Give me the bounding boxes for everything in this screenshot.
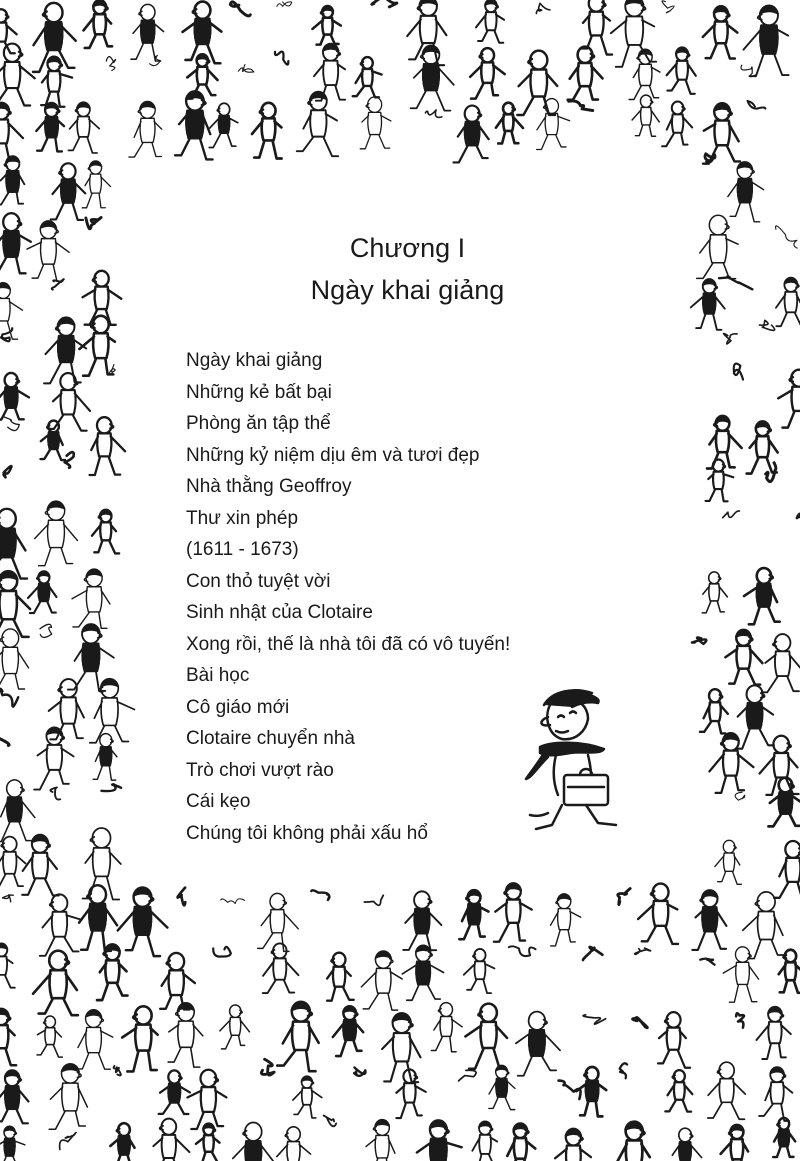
sketch-scribble (618, 889, 630, 905)
sketch-figure (776, 278, 800, 327)
sketch-figure (431, 1003, 462, 1052)
sketch-scribble (741, 65, 757, 76)
sketch-figure (464, 949, 495, 993)
sketch-figure (494, 883, 532, 941)
sketch-figure (672, 1128, 701, 1161)
sketch-scribble (1, 689, 19, 707)
sketch-scribble (108, 365, 115, 375)
toc-item: Phòng ăn tập thể (186, 413, 331, 434)
sketch-scribble (86, 217, 101, 228)
sketch-scribble (261, 1059, 274, 1075)
sketch-figure (551, 894, 581, 946)
sketch-scribble (734, 364, 743, 380)
toc-item: (1611 - 1673) (186, 539, 299, 560)
sketch-figure (28, 571, 56, 613)
sketch-scribble (213, 947, 231, 957)
sketch-figure (51, 163, 86, 220)
sketch-figure (360, 97, 391, 149)
sketch-scribble (277, 2, 292, 7)
sketch-figure (747, 421, 778, 473)
sketch-scribble (724, 334, 737, 344)
sketch-figure (293, 1076, 322, 1118)
sketch-scribble (372, 0, 397, 7)
sketch-figure (638, 884, 678, 944)
sketch-figure (41, 421, 66, 460)
toc-item: Bài học (186, 665, 250, 686)
sketch-figure (667, 48, 696, 94)
sketch-scribble (238, 65, 254, 73)
sketch-figure (366, 1120, 395, 1161)
chapter-title: Chương I (349, 233, 466, 263)
sketch-figure (34, 727, 73, 789)
sketch-figure (756, 1007, 790, 1059)
sketch-figure (0, 9, 17, 55)
sketch-figure (662, 102, 692, 147)
sketch-scribble (692, 637, 706, 643)
sketch-figure (68, 102, 99, 153)
sketch-figure (632, 95, 659, 136)
sketch-figure (707, 416, 742, 469)
sketch-figure (537, 99, 570, 150)
sketch-figure (743, 5, 788, 76)
sketch-figure (122, 1006, 157, 1071)
sketch-figure (476, 0, 504, 43)
toc-item: Sinh nhật của Clotaire (186, 602, 373, 623)
sketch-figure (697, 215, 738, 278)
sketch-figure (77, 1010, 113, 1069)
sketch-figure (82, 828, 120, 900)
sketch-scribble (705, 154, 715, 162)
sketch-figure (152, 1119, 190, 1161)
sketch-figure (110, 1123, 135, 1161)
toc-item: Cái kẹo (186, 791, 251, 812)
sketch-figure (83, 0, 112, 48)
sketch-figure (277, 1002, 318, 1071)
sketch-figure (759, 1067, 792, 1121)
sketch-figure (22, 835, 59, 896)
sketch-figure (417, 1120, 462, 1161)
toc-item: Cô giáo mới (186, 696, 290, 718)
sketch-scribble (311, 890, 329, 900)
sketch-scribble (723, 511, 740, 518)
sketch-figure (220, 1005, 250, 1049)
sketch-figure (97, 944, 127, 1000)
contents-panel (150, 183, 665, 855)
sketch-figure (187, 1070, 226, 1129)
sketch-figure (744, 568, 780, 624)
sketch-figure (454, 106, 489, 163)
sketch-scribble (60, 1133, 76, 1150)
sketch-scribble (748, 101, 766, 109)
sketch-scribble (620, 1063, 627, 1078)
sketch-figure (0, 103, 23, 161)
sketch-scribble (221, 899, 245, 904)
sketch-figure (489, 1065, 515, 1109)
sketch-figure (517, 51, 557, 115)
sketch-figure (703, 6, 738, 58)
sketch-figure (196, 1124, 221, 1161)
sketch-figure (0, 509, 27, 579)
sketch-figure (736, 685, 773, 748)
sketch-scribble (776, 226, 798, 248)
chapter-subtitle: Ngày khai giảng (310, 275, 505, 305)
sketch-scribble (0, 736, 9, 746)
sketch-figure (778, 370, 800, 428)
sketch-scribble (425, 110, 441, 117)
sketch-figure (327, 953, 354, 1001)
sketch-figure (0, 837, 26, 889)
sketch-figure (779, 950, 800, 993)
sketch-figure (131, 4, 164, 61)
sketch-figure (231, 1122, 274, 1161)
sketch-figure (92, 510, 119, 554)
sketch-scribble (50, 787, 60, 799)
sketch-figure (708, 1062, 746, 1119)
sketch-scribble (569, 101, 593, 111)
sketch-figure (159, 1070, 190, 1114)
sketch-figure (768, 778, 800, 827)
sketch-figure (402, 945, 443, 1000)
sketch-figure (496, 103, 523, 144)
sketch-figure (0, 156, 24, 204)
sketch-figure (0, 213, 31, 276)
sketch-figure (504, 1124, 535, 1161)
sketch-figure (72, 569, 110, 628)
sketch-figure (403, 891, 441, 950)
sketch-figure (27, 221, 69, 281)
sketch-figure (333, 1006, 363, 1056)
sketch-figure (658, 1012, 690, 1068)
sketch-figure (252, 103, 282, 159)
sketch-figure (0, 373, 29, 420)
sketch-figure (36, 103, 64, 152)
sketch-figure (762, 634, 800, 692)
sketch-figure (90, 679, 135, 743)
sketch-figure (470, 48, 505, 98)
sketch-figure (725, 630, 762, 685)
sketch-figure (37, 1016, 62, 1057)
sketch-figure (629, 49, 660, 99)
sketch-figure (33, 951, 78, 1016)
sketch-scribble (635, 948, 651, 954)
sketch-scribble (4, 417, 19, 431)
sketch-figure (773, 1118, 795, 1157)
table-of-contents (186, 345, 510, 849)
sketch-scribble (101, 784, 121, 791)
sketch-figure (691, 279, 725, 330)
sketch-figure (407, 0, 446, 65)
sketch-scribble (662, 1, 674, 13)
sketch-figure (700, 689, 728, 733)
sketch-figure (0, 780, 35, 842)
sketch-figure (0, 1070, 28, 1123)
sketch-figure (0, 44, 35, 106)
sketch-scribble (40, 624, 52, 637)
sketch-scribble (583, 1015, 606, 1024)
sketch-figure (728, 162, 764, 222)
sketch-scribble (633, 1018, 648, 1028)
sketch-figure (516, 1012, 560, 1076)
toc-item: Clotaire chuyển nhà (186, 728, 355, 749)
toc-item: Những kỷ niệm dịu êm và tươi đẹp (186, 444, 480, 466)
sketch-figure (611, 0, 656, 67)
toc-item: Những kẻ bất bại (186, 381, 332, 403)
sketch-figure (665, 1070, 692, 1112)
sketch-scribble (230, 2, 250, 16)
sketch-figure (353, 57, 382, 97)
sketch-figure (209, 103, 237, 147)
toc-item: Xong rồi, thế là nhà tôi đã có vô tuyến! (186, 633, 511, 655)
sketch-figure (465, 1004, 507, 1069)
sketch-figure (568, 47, 603, 100)
sketch-scribble (324, 1116, 337, 1127)
toc-item: Thư xin phép (186, 507, 299, 529)
sketch-figure (48, 373, 90, 431)
toc-item: Nhà thằng Geoffroy (186, 476, 352, 497)
sketch-figure (0, 1009, 16, 1065)
sketch-figure (175, 91, 213, 159)
sketch-figure (774, 841, 800, 899)
sketch-figure (723, 947, 758, 1002)
sketch-figure (0, 943, 15, 988)
toc-item: Ngày khai giảng (186, 350, 323, 371)
sketch-figure (40, 894, 82, 955)
sketch-figure (702, 572, 727, 613)
sketch-scribble (459, 1070, 476, 1081)
sketch-scribble (106, 57, 115, 71)
sketch-figure (721, 1125, 752, 1161)
sketch-figure (612, 1122, 655, 1161)
sketch-scribble (736, 1013, 744, 1027)
sketch-figure (715, 840, 741, 884)
sketch-figure (118, 887, 168, 956)
sketch-figure (82, 161, 110, 208)
toc-item: Con thỏ tuyệt vời (186, 570, 331, 592)
sketch-scribble (509, 946, 536, 956)
sketch-figure (0, 1126, 25, 1161)
sketch-scribble (3, 466, 11, 477)
sketch-scribble (583, 947, 602, 960)
sketch-scribble (354, 1068, 365, 1076)
toc-item: Chúng tôi không phải xấu hổ (186, 822, 428, 844)
boy-with-schoolbag-illustration (522, 683, 634, 833)
sketch-figure (743, 892, 784, 959)
sketch-scribble (536, 3, 550, 13)
sketch-figure (263, 943, 299, 993)
sketch-scribble (759, 320, 774, 330)
sketch-scribble (2, 895, 13, 902)
sketch-figure (277, 1127, 311, 1161)
sketch-scribble (364, 895, 383, 905)
sketch-scribble (735, 792, 745, 800)
sketch-scribble (700, 959, 714, 965)
sketch-figure (35, 501, 78, 566)
sketch-figure (312, 6, 340, 45)
sketch-figure (472, 1121, 499, 1161)
sketch-scribble (114, 1066, 121, 1075)
sketch-figure (160, 953, 195, 1010)
sketch-figure (168, 1003, 203, 1067)
sketch-scribble (275, 52, 288, 65)
sketch-figure (258, 893, 299, 951)
sketch-figure (692, 890, 726, 950)
sketch-scribble (52, 279, 64, 289)
sketch-figure (361, 951, 402, 1010)
sketch-figure (49, 1064, 87, 1130)
sketch-figure (459, 890, 488, 939)
sketch-scribble (178, 888, 186, 906)
toc-item: Trò chơi vượt rào (186, 759, 334, 781)
sketch-figure (555, 1129, 591, 1161)
sketch-figure (709, 733, 753, 793)
sketch-figure (90, 417, 126, 475)
sketch-figure (129, 101, 162, 157)
